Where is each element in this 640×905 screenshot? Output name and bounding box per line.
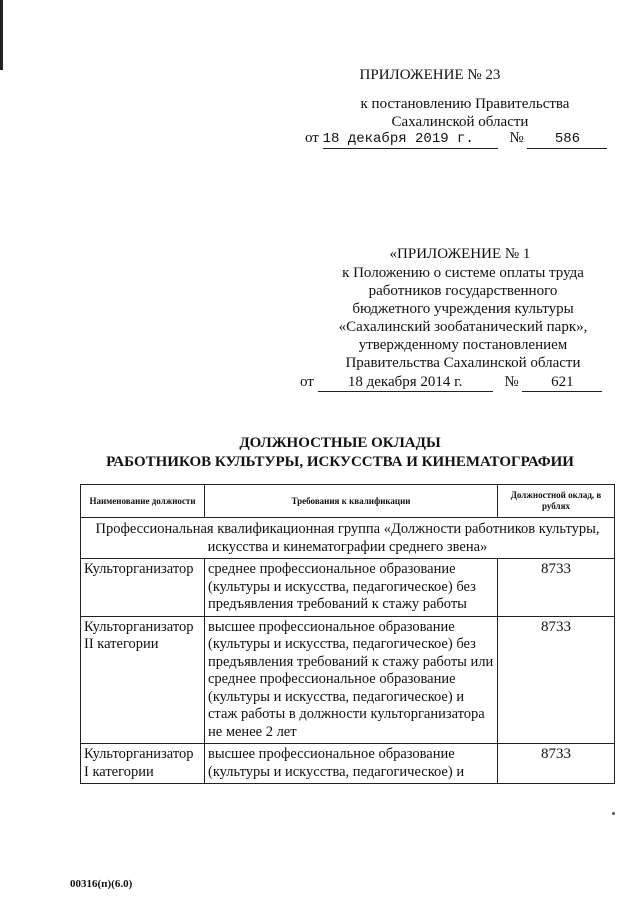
- position-cell: Культорганизатор II категории: [81, 616, 205, 744]
- inner-appendix-lines: [318, 264, 608, 372]
- appendix-title: ПРИЛОЖЕНИЕ № 23: [359, 67, 501, 83]
- position-cell: Культорганизатор: [81, 559, 205, 617]
- inner-line-3: бюджетного учреждения культуры: [352, 301, 574, 317]
- inner-appendix-title: «ПРИЛОЖЕНИЕ № 1: [389, 246, 531, 262]
- appendix-line-2: Сахалинской области: [391, 114, 529, 130]
- scan-edge-mark: [0, 0, 3, 70]
- table-header-row: [81, 485, 615, 518]
- salary-cell: 8733: [498, 744, 615, 784]
- number-label: №: [509, 130, 524, 146]
- salary-cell: 8733: [498, 559, 615, 617]
- table-row: [81, 559, 615, 617]
- inner-number-label: №: [504, 374, 519, 390]
- salary-cell: 8733: [498, 616, 615, 744]
- appendix-date: 18 декабря 2019 г.: [323, 130, 498, 149]
- salary-table: [80, 484, 615, 784]
- inner-line-1: к Положению о системе оплаты труда: [342, 265, 584, 281]
- table-row: [81, 616, 615, 744]
- header-position: Наименование должности: [81, 485, 205, 518]
- doc-title-line-1: ДОЛЖНОСТНЫЕ ОКЛАДЫ: [239, 435, 441, 451]
- inner-appendix-number: 621: [522, 373, 602, 392]
- appendix-line-1: к постановлению Правительства: [360, 96, 570, 112]
- inner-from-label: от: [300, 374, 314, 390]
- from-label: от: [305, 130, 319, 146]
- scan-speck: [612, 812, 615, 815]
- requirements-cell: среднее профессиональное образование (культуры и искусства, педагогическое) без предъявления требований к стажу работы: [205, 559, 498, 617]
- inner-appendix-date: 18 декабря 2014 г.: [318, 373, 493, 392]
- footer-code: 00316(п)(6.0): [70, 878, 133, 890]
- table-row: [81, 744, 615, 784]
- inner-line-2: работников государственного: [368, 283, 558, 299]
- requirements-cell: высшее профессиональное образование (культуры и искусства, педагогическое) без предъявления требований к стажу работы или среднее профессиональное образование (культуры и искусства, педагогическое) и стаж работы в должности культорганизатора не менее 2 лет: [205, 616, 498, 744]
- requirements-cell: высшее профессиональное образование (культуры и искусства, педагогическое) и: [205, 744, 498, 784]
- header-salary: Должностной оклад, в рублях: [498, 485, 615, 518]
- group-title: Профессиональная квалификационная группа «Должности работников культуры, искусства и кинематографии среднего звена»: [81, 518, 615, 559]
- appendix-number: 586: [527, 130, 607, 149]
- inner-line-5: утвержденному постановлением: [358, 337, 568, 353]
- inner-appendix-date-row: [300, 373, 630, 392]
- position-cell: Культорганизатор I категории: [81, 744, 205, 784]
- doc-title-line-2: РАБОТНИКОВ КУЛЬТУРЫ, ИСКУССТВА И КИНЕМАТОГРАФИИ: [106, 454, 574, 470]
- table-group-row: [81, 518, 615, 559]
- header-requirements: Требования к квалификации: [205, 485, 498, 518]
- appendix-date-row: [305, 129, 625, 149]
- inner-line-4: «Сахалинский зообатанический парк»,: [338, 319, 588, 335]
- inner-line-6: Правительства Сахалинской области: [345, 355, 581, 371]
